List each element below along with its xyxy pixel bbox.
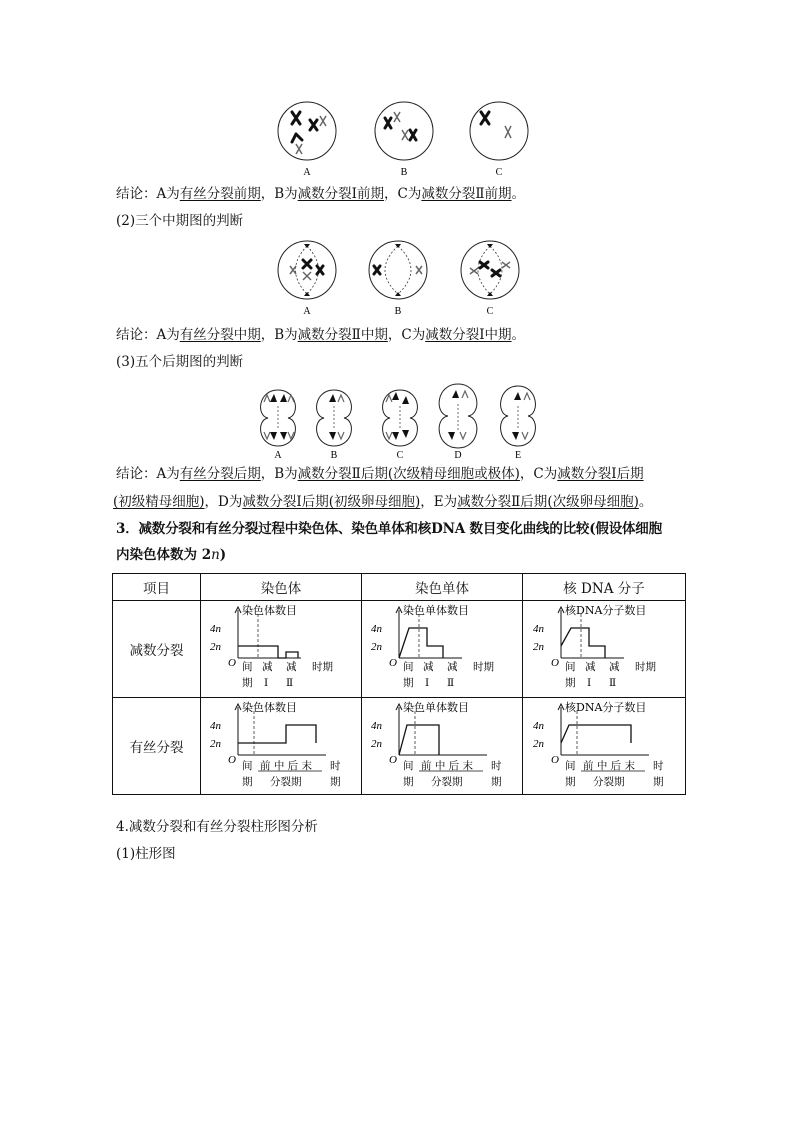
y-tick-4n: 4n: [533, 720, 544, 732]
x-tick-meiosis-2-num: Ⅱ: [609, 677, 617, 689]
x-tick-meiosis-1: 减: [585, 661, 596, 673]
x-axis-label-2: 期: [491, 776, 502, 788]
answer-3e-cell: (次级卵母细胞): [547, 494, 639, 510]
graph-mitosis-chromatid: [367, 699, 517, 789]
x-tick-meiosis-1-num: Ⅰ: [425, 677, 430, 689]
x-tick-interphase-2: 期: [242, 776, 253, 788]
heading-anaphase: (3)五个后期图的判断: [116, 354, 244, 370]
x-tick-interphase: 间: [403, 661, 414, 673]
fig2-label-b: B: [394, 306, 402, 317]
x-tick-interphase: 间: [565, 760, 576, 772]
x-tick-meiosis-2-num: Ⅱ: [447, 677, 455, 689]
y-tick-4n: 4n: [210, 623, 221, 635]
x-tick-phases: 前 中 后 末: [421, 760, 474, 772]
anaphase-figure: [252, 380, 552, 460]
graph-title: 染色体数目: [242, 604, 297, 617]
graph-meiosis-chromosome: [206, 602, 356, 692]
conclusion-3-line2: (初级精母细胞)，D为减数分裂Ⅰ后期(初级卵母细胞)，E为减数分裂Ⅱ后期(次级卵母细胞)。: [113, 494, 653, 510]
fig1-label-b: B: [400, 167, 408, 178]
x-tick-meiosis-2-num: Ⅱ: [286, 677, 294, 689]
answer-2a: 有丝分裂中期: [179, 327, 261, 343]
x-tick-interphase-2: 期: [565, 677, 576, 689]
conclusion-3-line1: 结论：A为有丝分裂后期，B为减数分裂Ⅱ后期(次级精母细胞或极体)，C为减数分裂Ⅰ后期: [116, 466, 644, 482]
origin-label: O: [389, 657, 397, 669]
graph-meiosis-chromatid: [367, 602, 517, 692]
origin-label: O: [228, 754, 236, 766]
header-item: 项目: [113, 574, 201, 601]
table-row-mitosis: [113, 698, 686, 795]
x-tick-interphase: 间: [242, 760, 253, 772]
x-tick-meiosis-2: 减: [609, 661, 620, 673]
graph-title: 染色单体数目: [403, 701, 469, 714]
y-tick-4n: 4n: [533, 623, 544, 635]
graph-mitosis-dna: [529, 699, 679, 789]
graph-title: 核DNA分子数目: [565, 701, 647, 714]
x-tick-interphase-2: 期: [403, 677, 414, 689]
x-tick-interphase-2: 期: [565, 776, 576, 788]
header-dna: 核 DNA 分子: [523, 574, 686, 601]
y-tick-2n: 2n: [371, 738, 382, 750]
y-tick-2n: 2n: [210, 738, 221, 750]
x-tick-interphase: 间: [565, 661, 576, 673]
x-tick-interphase-2: 期: [242, 677, 253, 689]
graph-title: 染色体数目: [242, 701, 297, 714]
x-tick-phases: 前 中 后 末: [583, 760, 636, 772]
y-tick-2n: 2n: [371, 641, 382, 653]
table-header-row: [113, 574, 686, 601]
x-axis-label: 时期: [473, 661, 494, 673]
conclusion-2: 结论：A为有丝分裂中期，B为减数分裂Ⅱ中期，C为减数分裂Ⅰ中期。: [116, 327, 526, 343]
row-label-meiosis: 减数分裂: [113, 601, 201, 698]
x-tick-meiosis-1-num: Ⅰ: [264, 677, 269, 689]
x-axis-label-1: 时: [330, 760, 341, 772]
origin-label: O: [551, 754, 559, 766]
fig1-label-a: A: [303, 167, 311, 178]
answer-2b: 减数分裂Ⅱ中期: [297, 327, 388, 343]
x-tick-interphase: 间: [403, 760, 414, 772]
x-axis-label: 时期: [312, 661, 333, 673]
x-tick-division: 分裂期: [593, 776, 625, 788]
y-tick-2n: 2n: [210, 641, 221, 653]
metaphase-figure: [272, 238, 538, 318]
x-tick-interphase-2: 期: [403, 776, 414, 788]
answer-3e: 减数分裂Ⅱ后期: [457, 494, 548, 510]
fig3-label-d: D: [454, 450, 462, 460]
x-axis-label: 时期: [635, 661, 656, 673]
y-tick-4n: 4n: [210, 720, 221, 732]
x-tick-meiosis-2: 减: [286, 661, 297, 673]
x-tick-phases: 前 中 后 末: [260, 760, 313, 772]
fig2-label-c: C: [486, 306, 494, 317]
fig2-label-a: A: [303, 306, 311, 317]
section-4-heading: 4.减数分裂和有丝分裂柱形图分析: [116, 819, 318, 835]
data-curve: [399, 725, 439, 755]
x-tick-meiosis-1: 减: [423, 661, 434, 673]
origin-label: O: [551, 657, 559, 669]
answer-2c: 减数分裂Ⅰ中期: [425, 327, 512, 343]
origin-label: O: [389, 754, 397, 766]
data-curve: [561, 628, 605, 658]
answer-3c-cell: (初级精母细胞): [113, 494, 205, 510]
x-axis-label-2: 期: [653, 776, 664, 788]
data-curve: [238, 646, 298, 658]
answer-1b: 减数分裂Ⅰ前期: [297, 186, 385, 202]
answer-1a: 有丝分裂前期: [179, 186, 261, 202]
x-tick-meiosis-1: 减: [262, 661, 273, 673]
header-chromosome: 染色体: [201, 574, 362, 601]
data-curve: [238, 725, 316, 743]
section-3-heading-line1: 3．减数分裂和有丝分裂过程中染色体、染色单体和核DNA 数目变化曲线的比较(假设体细胞: [116, 521, 662, 537]
y-tick-2n: 2n: [533, 641, 544, 653]
graph-title: 染色单体数目: [403, 604, 469, 617]
table-row-meiosis: [113, 601, 686, 698]
graph-meiosis-dna: [529, 602, 679, 692]
x-axis-label-1: 时: [653, 760, 664, 772]
x-tick-meiosis-2: 减: [447, 661, 458, 673]
origin-label: O: [228, 657, 236, 669]
graph-mitosis-chromosome: [206, 699, 356, 789]
x-tick-division: 分裂期: [270, 776, 302, 788]
answer-3a: 有丝分裂后期: [179, 466, 261, 482]
section-3-heading-line2: 内染色体数为 2n): [116, 547, 227, 563]
x-axis-label-1: 时: [491, 760, 502, 772]
answer-3c: 减数分裂Ⅰ后期: [557, 466, 644, 482]
header-chromatid: 染色单体: [362, 574, 523, 601]
answer-3d-cell: (初级卵母细胞): [328, 494, 421, 510]
answer-3b-cell: (次级精母细胞或极体): [387, 466, 520, 482]
x-tick-division: 分裂期: [431, 776, 463, 788]
data-curve: [561, 725, 631, 743]
conclusion-1: 结论：A为有丝分裂前期，B为减数分裂Ⅰ前期，C为减数分裂Ⅱ前期。: [116, 186, 526, 202]
x-axis-label-2: 期: [330, 776, 341, 788]
x-tick-interphase: 间: [242, 661, 253, 673]
comparison-table: [112, 573, 686, 795]
x-tick-meiosis-1-num: Ⅰ: [587, 677, 592, 689]
y-tick-4n: 4n: [371, 720, 382, 732]
y-tick-2n: 2n: [533, 738, 544, 750]
fig1-label-c: C: [495, 167, 503, 178]
y-tick-4n: 4n: [371, 623, 382, 635]
heading-bar-chart: (1)柱形图: [116, 846, 176, 862]
answer-1c: 减数分裂Ⅱ前期: [421, 186, 512, 202]
prophase-figure: [270, 96, 540, 180]
heading-metaphase: (2)三个中期图的判断: [116, 213, 244, 229]
fig3-label-b: B: [330, 450, 338, 460]
fig3-label-e: E: [514, 450, 522, 460]
answer-3d: 减数分裂Ⅰ后期: [242, 494, 329, 510]
answer-3b: 减数分裂Ⅱ后期: [297, 466, 388, 482]
row-label-mitosis: 有丝分裂: [113, 698, 201, 795]
data-curve: [399, 628, 443, 658]
fig3-label-a: A: [274, 450, 282, 460]
graph-title: 核DNA分子数目: [565, 604, 647, 617]
fig3-label-c: C: [396, 450, 404, 460]
